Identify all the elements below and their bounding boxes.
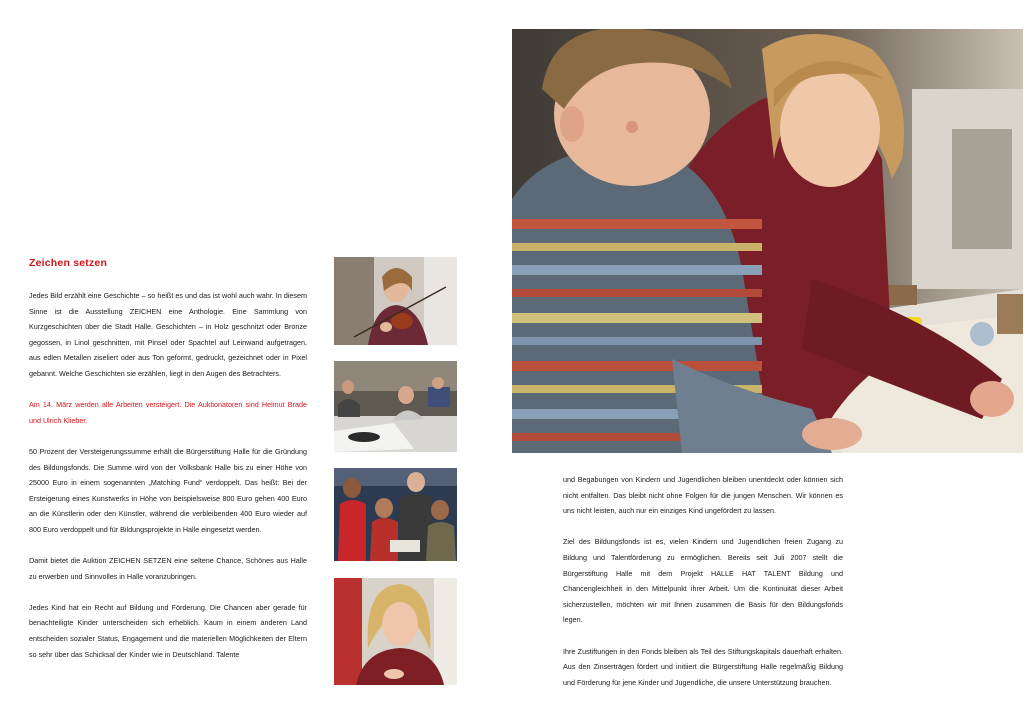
- photo-girl-violin: [334, 257, 457, 345]
- paragraph-fund-goal: Ziel des Bildungsfonds ist es, vielen Kindern und Jugendlichen freien Zugang zu Bildung und Talentförderung zu ermöglichen. Bereits seit Juli 2007 stellt die Bürgerstiftung Halle mit dem Projekt HALLE HAT TALENT Bildung und Chancengleichheit in den Mittelpunkt ihrer Arbeit. Um die Kontinuität dieser Arbeit sicherzustellen, möchten wir mit Ihnen zusammen die Basis für den Bildungsfonds legen.: [563, 537, 843, 625]
- photo-children-drawing-hero: [512, 29, 1023, 453]
- paragraph-education-right: Jedes Kind hat ein Recht auf Bildung und Förderung. Die Chancen aber gerade für benachteiligte Kinder unterscheiden sich erheblich. Kaum in einem anderen Land entscheiden sozialer Status, Engagement und die materiellen Möglichkeiten der Eltern so sehr über das Schicksal der Kinder wie in Deutschland. Talente: [29, 602, 307, 659]
- paragraph-matching-fund: 50 Prozent der Versteigerungssumme erhält die Bürgerstiftung Halle für die Gründung des Bildungsfonds. Die Summe wird von der Volksbank Halle bis zu einer Höhe von 25000 Euro in einem sogenannten „Matching Fund“ verdoppelt. Das heißt: Bei der Ersteigerung eines Kunstwerks in Höhe von beispielsweise 800 Euro gehen 400 Euro an die Künstlerin oder den Künstler, während die verbleibenden 400 Euro wieder auf 800 Euro verdoppelt und für Bildungsprojekte in Halle eingesetzt werden.: [29, 446, 307, 534]
- paragraph-auction-notice: Am 14. März werden alle Arbeiten versteigert. Die Auktionatoren sind Helmut Brade und Ulrich Klieber.: [29, 400, 307, 425]
- left-text-column: [29, 288, 307, 678]
- article-heading: Zeichen setzen: [29, 257, 108, 269]
- photo-kids-drawing: [334, 361, 457, 452]
- photo-blonde-girl: [334, 578, 457, 685]
- photo-group-of-children: [334, 468, 457, 561]
- right-text-column: [563, 472, 843, 706]
- paragraph-endowment: Ihre Zustiftungen in den Fonds bleiben als Teil des Stiftungskapitals dauerhaft erhalten. Aus den Zinserträgen fördert und initiiert die Bürgerstiftung Halle regelmäßig Bildung und Förderung für jene Kinder und Jugendliche, die unsere Unterstützung brauchen.: [563, 646, 843, 687]
- paragraph-chance: Damit bietet die Auktion ZEICHEN SETZEN eine seltene Chance, Schönes aus Halle zu erwerben und Sinnvolles in Halle voranzubringen.: [29, 556, 307, 581]
- paragraph-talents: und Begabungen von Kindern und Jugendlichen bleiben unentdeckt oder können sich nicht entfalten. Das bleibt nicht ohne Folgen für die jungen Menschen. Wir können es uns nicht leisten, auch nur ein einziges Kind ungefördert zu lassen.: [563, 475, 843, 516]
- paragraph-intro: Jedes Bild erzählt eine Geschichte – so heißt es und das ist wohl auch wahr. In diesem Sinne ist die Ausstellung ZEICHEN eine Anthologie. Eine Sammlung von Kurzgeschichten über die Stadt Halle. Geschichten – in Holz geschnitzt oder Bronze gegossen, in Linol geschnitten, mit Pinsel oder Spachtel auf Leinwand aufgetragen, aus edlen Metallen ziseliert oder aus Ton geformt, gedruckt, gezeichnet oder in Pixel gebannt. Welche Geschichten sie erzählen, liegt in den Augen des Betrachters.: [29, 291, 307, 378]
